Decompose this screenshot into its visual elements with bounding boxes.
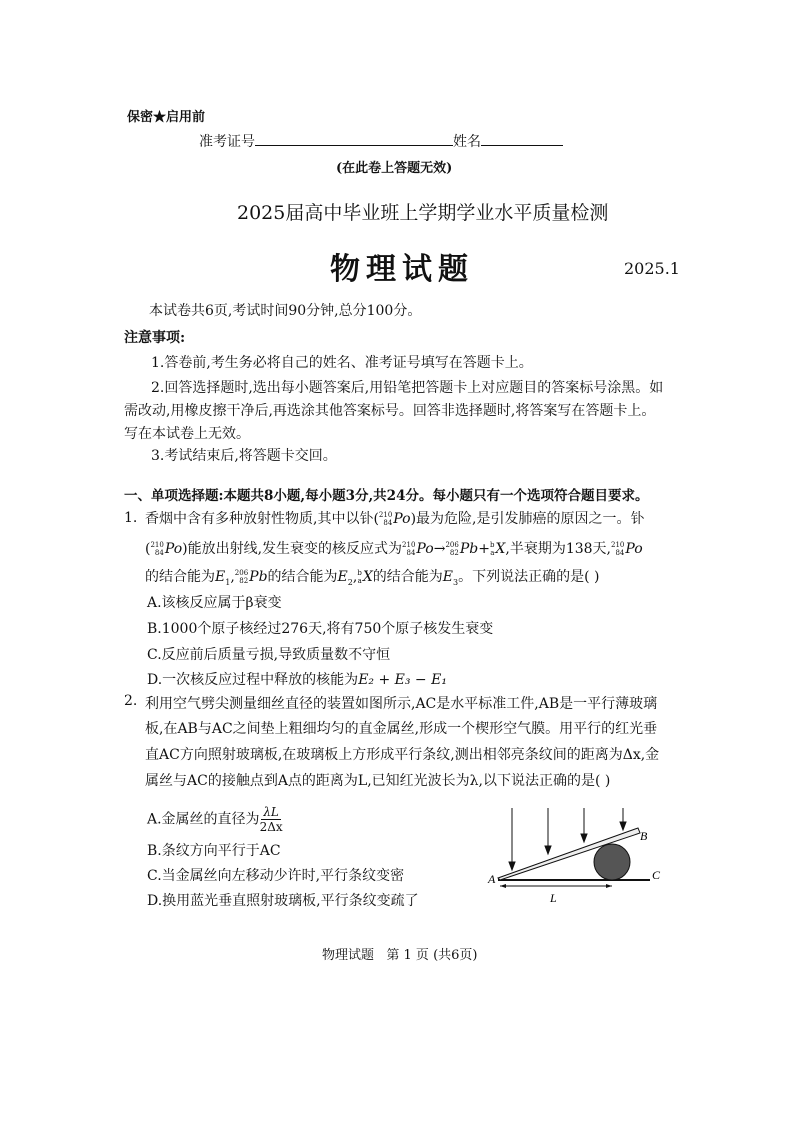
light-ray-2-arrow (545, 846, 551, 854)
q1-option-c[interactable]: C.反应前后质量亏损,导致质量数不守恒 (147, 647, 391, 663)
metal-wire (594, 844, 630, 880)
light-ray-3-arrow (581, 834, 587, 842)
x-nuclide-2: b a (357, 569, 362, 585)
po-nuclide-1: 210 84 (378, 511, 393, 527)
q2-option-c[interactable]: C.当金属丝向左移动少许时,平行条纹变密 (147, 868, 405, 884)
po-symbol-1: Po (393, 511, 411, 527)
q1-option-a[interactable]: A.该核反应属于β衰变 (147, 595, 282, 611)
note-2b: 需改动,用橡皮擦干净后,再选涂其他答案标号。回答非选择题时,将答案写在答题卡上。 (124, 403, 656, 419)
air-wedge-figure (480, 800, 670, 910)
q1-text-2b: )能放出射线,发生衰变的核反应式为 (182, 541, 403, 557)
po-symbol-3: Po (416, 541, 434, 557)
po-nuclide-3: 210 84 (402, 541, 416, 557)
po-symbol-4: Po (625, 541, 643, 557)
fig-label-b: B (640, 829, 648, 843)
x-nuclide-1: b a (489, 541, 495, 557)
reaction-arrow: → (433, 541, 446, 557)
fig-label-c: C (652, 868, 661, 882)
e3-symbol: E (442, 569, 454, 585)
q2-option-a-text: A.金属丝的直径为 (147, 811, 260, 828)
e1-symbol: E (215, 569, 226, 585)
name-label: 姓名 (453, 134, 481, 150)
q2-option-a-fraction: $\frac{\lambda L}{2\Delta x}$ (259, 805, 283, 834)
pb-symbol-2: Pb (249, 569, 268, 585)
fig-label-l: L (550, 891, 557, 905)
light-ray-1-arrow (509, 862, 515, 870)
q2-option-b[interactable]: B.条纹方向平行于AC (147, 843, 281, 859)
q2-option-a[interactable] (147, 805, 283, 834)
exam-date: 2025.1 (624, 259, 680, 278)
e2-symbol: E (337, 569, 348, 585)
note-1: 1.答卷前,考生务必将自己的姓名、准考证号填写在答题卡上。 (151, 355, 533, 371)
exam-summary: 本试卷共6页,考试时间90分钟,总分100分。 (149, 303, 422, 319)
pb-nuclide-1: 206 82 (445, 541, 459, 557)
po-nuclide-4: 210 84 (611, 541, 625, 557)
pb-symbol-1: Pb (459, 541, 479, 557)
note-2a: 2.回答选择题时,选出每小题答案后,用铅笔把答题卡上对应题目的答案标号涂黑。如 (151, 380, 664, 396)
notes-title: 注意事项: (124, 330, 186, 346)
q1-option-d-text: D.一次核反应过程中释放的核能为 (147, 672, 359, 688)
subject-title: 物理试题 (330, 252, 474, 287)
invalid-note: (在此卷上答题无效) (336, 161, 453, 176)
fig-label-a: A (488, 872, 496, 886)
confidential-label: 保密★启用前 (127, 110, 206, 125)
note-3: 3.考试结束后,将答题卡交回。 (151, 448, 337, 464)
name-blank[interactable] (481, 131, 563, 146)
exam-number-label: 准考证号 (199, 134, 255, 150)
q1-line-2 (145, 538, 643, 558)
q1-number: 1. (124, 510, 138, 526)
po-nuclide-2: 210 84 (150, 541, 164, 557)
q1-option-d[interactable] (147, 669, 447, 689)
q1-text-1b: )最为危险,是引发肺癌的原因之一。钋 (410, 511, 645, 527)
l-arrow-left (500, 884, 506, 888)
exam-number-row (199, 131, 563, 151)
x-symbol-1: X (495, 541, 506, 557)
q2-line-3: 直AC方向照射玻璃板,在玻璃板上方形成平行条纹,测出相邻亮条纹间的距离为Δx,金 (145, 747, 660, 763)
q2-option-d[interactable]: D.换用蓝光垂直照射玻璃板,平行条纹变疏了 (147, 893, 419, 909)
q1-text-1a: 香烟中含有多种放射性物质,其中以钋( (145, 511, 379, 527)
q2-line-4: 属丝与AC的接触点到A点的距离为L,已知红光波长为λ,以下说法正确的是( ) (145, 773, 611, 789)
section-1-heading: 一、单项选择题:本题共8小题,每小题3分,共24分。每小题只有一个选项符合题目要求。 (124, 488, 649, 504)
exam-title: 2025届高中毕业班上学期学业水平质量检测 (237, 202, 609, 224)
pb-nuclide-2: 206 82 (234, 569, 249, 585)
q2-line-1: 利用空气劈尖测量细丝直径的装置如图所示,AC是水平标准工件,AB是一平行薄玻璃 (145, 696, 658, 712)
q2-line-2: 板,在AB与AC之间垫上粗细均匀的直金属丝,形成一个楔形空气膜。用平行的红光垂 (145, 721, 658, 737)
light-ray-4-arrow (620, 822, 626, 830)
q1-text-2a: ( (145, 541, 151, 557)
q1-line-1 (145, 508, 645, 528)
x-symbol-2: X (362, 569, 373, 585)
exam-number-blank[interactable] (255, 131, 453, 146)
q1-line-3: 的结合能为$E_1$, 206 82 Pb的结合能为$E_2$, b a X的结合能为$E_3$。下列说法正确的是( ) (145, 569, 600, 587)
q1-text-2c: ,半衰期为138天, (505, 541, 612, 557)
q1-text-3b: 的结合能为 (267, 569, 338, 585)
q1-option-b[interactable]: B.1000个原子核经过276天,将有750个原子核发生衰变 (147, 621, 494, 637)
page-footer: 物理试题 第 1 页 (共6页) (322, 948, 478, 963)
po-symbol-2: Po (164, 541, 183, 557)
q1-text-3d: 。下列说法正确的是( ) (458, 569, 600, 585)
q1-text-3a: 的结合能为 (145, 569, 215, 585)
l-arrow-right (606, 884, 612, 888)
note-2c: 写在本试卷上无效。 (124, 426, 250, 442)
q1-option-d-expr: E₂ + E₃ − E₁ (358, 672, 447, 688)
plus-sign: + (478, 541, 490, 557)
q2-number: 2. (124, 693, 138, 709)
q1-text-3c: 的结合能为 (372, 569, 443, 585)
